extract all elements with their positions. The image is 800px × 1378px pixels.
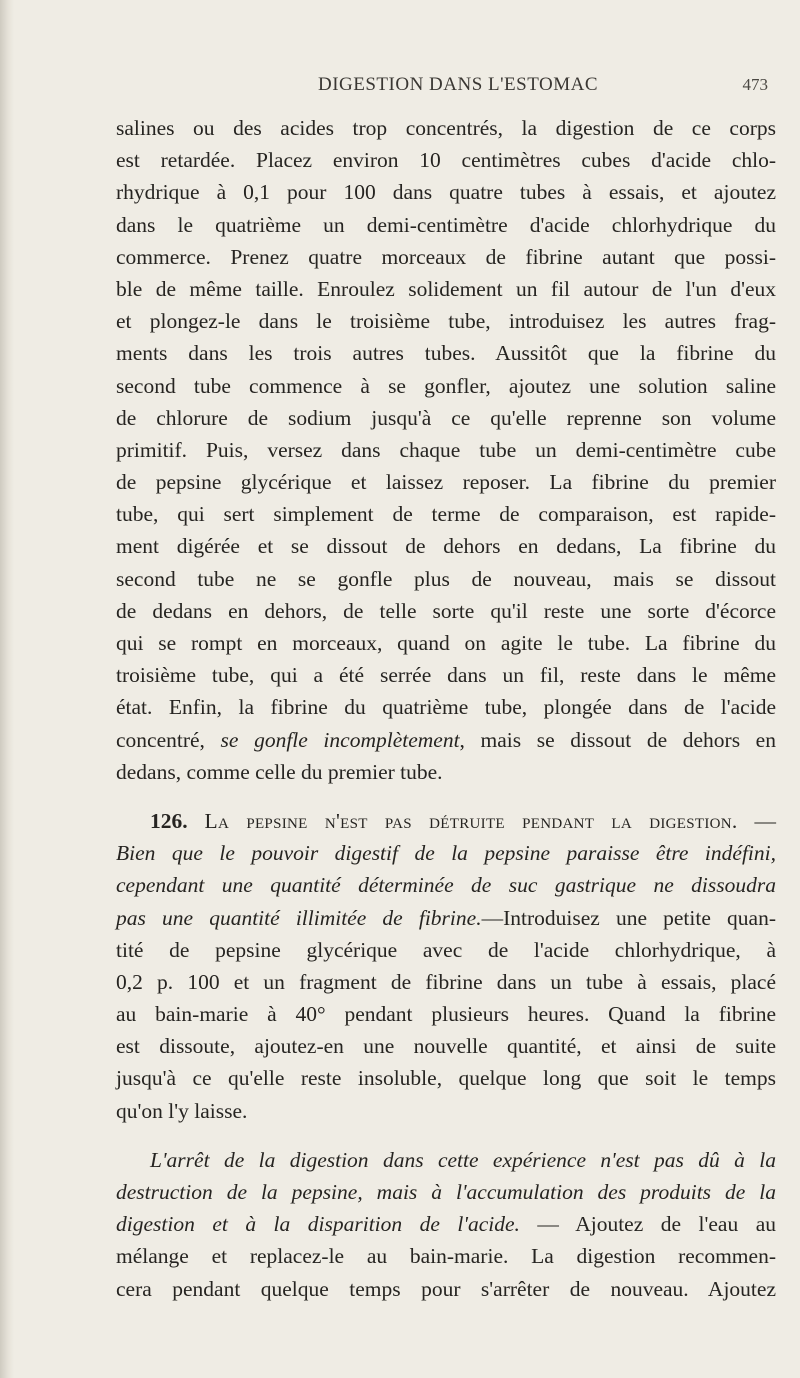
- text-line: second tube commence à se gonfler, ajoutez une solution saline: [116, 373, 776, 398]
- text-line: qu'on l'y laisse.: [116, 1098, 248, 1123]
- text-run: concentré,: [116, 727, 221, 752]
- page-number: 473: [742, 75, 768, 94]
- italic-run: L'arrêt de la digestion dans cette expérience n'est pas dû à la: [150, 1147, 776, 1172]
- page-header: [138, 74, 778, 100]
- italic-run: se gonfle incomplètement: [220, 727, 460, 752]
- section-heading: [116, 805, 776, 837]
- text-line: tube, qui sert simplement de terme de comparaison, est rapide-: [116, 502, 776, 527]
- text-run: — Ajoutez de l'eau au: [519, 1212, 776, 1237]
- text-line: primitif. Puis, versez dans chaque tube un demi-centimètre cube: [116, 437, 776, 462]
- italic-run: pas une quantité illimitée de fibrine.: [116, 905, 482, 930]
- text-run: —Introduisez une petite quan-: [481, 905, 776, 930]
- text-line: état. Enfin, la fibrine du quatrième tube, plongée dans de l'acide: [116, 695, 776, 720]
- text-line: [116, 902, 776, 934]
- text-line: ble de même taille. Enroulez solidement un fil autour de l'un d'eux: [116, 276, 776, 301]
- paragraph-3: [116, 1144, 776, 1305]
- text-line: second tube ne se gonfle plus de nouveau, mais se dissout: [116, 566, 776, 591]
- text-line: et plongez-le dans le troisième tube, introduisez les autres frag-: [116, 309, 776, 334]
- text-line: commerce. Prenez quatre morceaux de fibrine autant que possi-: [116, 244, 776, 269]
- text-line: rhydrique à 0,1 pour 100 dans quatre tubes à essais, et ajoutez: [116, 180, 776, 205]
- running-title: DIGESTION DANS L'ESTOMAC: [317, 74, 599, 95]
- text-run: —: [737, 808, 777, 833]
- section-126: [116, 805, 776, 1127]
- text-line: tité de pepsine glycérique avec de l'acide chlorhydrique, à: [116, 937, 776, 962]
- text-line: est dissoute, ajoutez-en une nouvelle quantité, et ainsi de suite: [116, 1034, 776, 1059]
- italic-run: digestion et à la disparition de l'acide.: [116, 1212, 520, 1237]
- section-number: 126.: [150, 808, 188, 833]
- text-line: [116, 1208, 776, 1240]
- body-text: [116, 112, 776, 1305]
- italic-run: Bien que le pouvoir digestif de la pepsine paraisse être indéfini,: [116, 841, 776, 866]
- text-run: , mais se dissout de dehors en: [459, 727, 776, 752]
- text-line: [116, 1144, 776, 1176]
- text-line: jusqu'à ce qu'elle reste insoluble, quelque long que soit le temps: [116, 1066, 776, 1091]
- text-line: est retardée. Placez environ 10 centimètres cubes d'acide chlo-: [116, 148, 776, 173]
- paragraph-1: [116, 112, 776, 788]
- page-binding-shadow: [0, 0, 14, 1378]
- text-line: au bain-marie à 40° pendant plusieurs heures. Quand la fibrine: [116, 1002, 776, 1027]
- text-line: de dedans en dehors, de telle sorte qu'il reste une sorte d'écorce: [116, 598, 776, 623]
- text-line: salines ou des acides trop concentrés, la digestion de ce corps: [116, 116, 776, 140]
- text-line: de chlorure de sodium jusqu'à ce qu'elle reprenne son volume: [116, 405, 776, 430]
- text-line: dedans, comme celle du premier tube.: [116, 759, 443, 784]
- text-line: ment digérée et se dissout de dehors en dedans, La fibrine du: [116, 534, 776, 559]
- italic-run: destruction de la pepsine, mais à l'accumulation des produits de la: [116, 1180, 776, 1204]
- text-line: [116, 837, 776, 869]
- text-line: mélange et replacez-le au bain-marie. La digestion recommen-: [116, 1244, 776, 1269]
- text-line: qui se rompt en morceaux, quand on agite le tube. La fibrine du: [116, 631, 776, 655]
- text-line: 0,2 p. 100 et un fragment de fibrine dans un tube à essais, placé: [116, 969, 776, 994]
- text-line: [116, 724, 776, 756]
- italic-run: cependant une quantité déterminée de suc gastrique ne dissoudra: [116, 873, 776, 898]
- text-line: troisième tube, qui a été serrée dans un fil, reste dans le même: [116, 663, 776, 688]
- text-line: [116, 1176, 776, 1208]
- section-title: La pepsine n'est pas détruite pendant la digestion.: [204, 808, 738, 833]
- text-line: de pepsine glycérique et laissez reposer. La fibrine du premier: [116, 470, 776, 495]
- text-line: cera pendant quelque temps pour s'arrêter de nouveau. Ajoutez: [116, 1276, 776, 1301]
- text-line: [116, 869, 776, 901]
- text-line: ments dans les trois autres tubes. Aussitôt que la fibrine du: [116, 341, 776, 366]
- text-line: dans le quatrième un demi-centimètre d'acide chlorhydrique du: [116, 212, 776, 237]
